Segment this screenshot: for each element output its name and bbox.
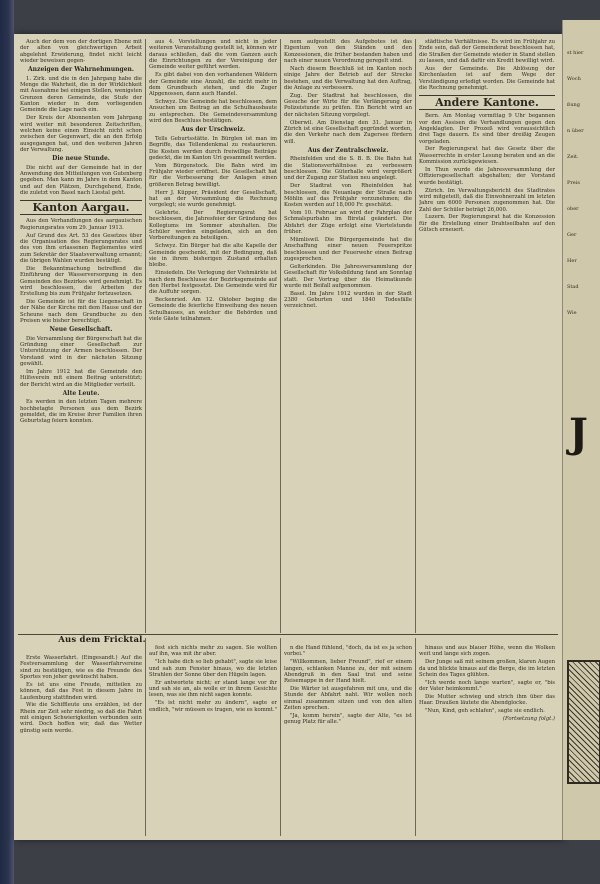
paragraph: Gelterkinden. Die Jahresversammlung der Gesellschaft für Volksbildung fand am Sonntag statt. Der Vortrag über die Heimatkunde wurde mit Beifall aufgenommen. <box>284 263 412 289</box>
paragraph: Basel. Im Jahre 1912 wurden in der Stadt 2380 Geburten und 1840 Todesfälle verzeichnet. <box>284 290 412 310</box>
paragraph: Auch der dem von der dortigen Ebene mit der alten von gleichwertigen Arbeit abgelehnt Erwiderung, findet nicht leicht wieder beweisen gegen- <box>20 39 142 65</box>
paragraph: Es werden in den letzten Tagen mehrere hochbetagte Personen aus dem Bezirk gemeldet, die im Kreise ihrer Familien ihren Geburtstag feiern konnten. <box>20 399 142 425</box>
article-heading: Anzeigen der Wahrnehmungen. <box>28 66 134 74</box>
paragraph: Auf Grund des Art. 53 des Gesetzes über die Organisation des Regierungsrates und des von ihm erlassenen Reglementes wird zum Sekretär der Staatsverwaltung ernannt; die übrigen Wahlen wurden bestätigt. <box>20 232 142 264</box>
paragraph: Gelehrte. Der Regierungsrat hat beschlossen, die Jahresfeier der Gründung des Kollegiums im Sommer abzuhalten. Die Schüler werden eingeladen, sich an den Vorbereitungen zu beteiligen. <box>149 210 277 242</box>
column-rule <box>415 638 416 836</box>
column-2 <box>149 39 277 633</box>
feuilleton-title: Aus dem Fricktal. <box>58 635 146 645</box>
feuilleton-paragraph: n die Hand fühlend, "doch, da ist es ja schon vorbei." <box>284 645 412 658</box>
paragraph: Herr J. Küpper, Präsident der Gesellschaft, hat an der Versammlung die Rechnung vorgelegt; sie wurde genehmigt. <box>149 189 277 209</box>
paragraph: Luzern. Der Regierungsrat hat die Konzession für die Erstellung einer Drahtseilbahn auf den Gütsch erneuert. <box>419 214 555 234</box>
paragraph: nem aufgestellt des Aufgebotes ist das Eigentum von den Ständen und den Konzessionen, die früher bestanden haben und nach einer neuen Verordnung geregelt sind. <box>284 39 412 65</box>
paragraph: In Thun wurde die Jahresversammlung der Offiziersgesellschaft abgehalten; der Vorstand wurde bestätigt. <box>419 167 555 186</box>
column-3 <box>284 39 412 633</box>
paragraph: aus 4. Vorstellungen und nicht in jeder weiteren Veranstaltung gestellt ist, können wir daraus schließen, daß die vom Ganzen auch die Einrichtungen zu der Vereinigung der Gemeinde weiter geführt werden. <box>149 39 277 71</box>
feuilleton-paragraph: "Ich habe dich so lieb gehabt", sagte sie leise und sah zum Fenster hinaus, wo die letzten Strahlen der Sonne über den Hügeln lagen. <box>149 659 277 678</box>
paragraph: Oberwil. Am Dienstag den 31. Januar in Zürich ist eine Gesellschaft gegründet worden, die den Verkehr nach dem Zugersee fördern will. <box>284 119 412 145</box>
article-heading: Neue Gesellschaft. <box>49 326 113 334</box>
paragraph: Nach diesem Beschluß ist im Kanton noch einige Jahre der Betrieb auf der Strecke bestehen, und die Verwaltung hat den Auftrag, die Anlage zu verbessern. <box>284 65 412 91</box>
article-heading: Aus der Zentralschweiz. <box>307 147 389 154</box>
feuilleton-paragraph: Die Wärter ist ausgefahren mit uns, und die Stunde der Abfahrt naht. Wir wollen noch einmal zusammen sitzen und von den alten Zeiten sprechen. <box>284 686 412 712</box>
article-heading: Aus der Urschweiz. <box>180 126 246 134</box>
paragraph: Tells Geburtsstätte. In Bürglen ist man im Begriffe, das Tellendenkmal zu restaurieren. Die Kosten werden durch freiwillige Beiträge gedeckt, die im Kanton Uri gesammelt werden. <box>149 135 277 161</box>
section-heading: Kanton Aargau. <box>20 200 142 215</box>
paragraph: Aus der Gemeinde. Die Ablösung der Kirchenlasten ist auf dem Wege der Verständigung erledigt worden. Die Gemeinde hat die Rechnung genehmigt. <box>419 65 555 91</box>
feuilleton-column-2 <box>149 645 277 837</box>
paragraph: Vom Bürgenstock. Die Bahn wird im Frühjahr wieder eröffnet. Die Gesellschaft hat für die Verbesserung der Anlagen einen größeren Betrag bewilligt. <box>149 162 277 188</box>
article-heading: Alte Leute. <box>62 390 100 397</box>
section-heading: Andere Kantone. <box>419 95 555 110</box>
feuilleton-paragraph: "Es ist nicht mehr zu ändern", sagte er endlich, "wir müssen es tragen, wie es kommt." <box>149 700 277 713</box>
paragraph: Die Gemeinde ist für die Liegenschaft in der Nähe der Kirche mit dem Hause und der Scheune nach dem Grundbuche zu den Preisen wie bisher berechtigt. <box>20 299 142 325</box>
next-page-fragment: Woch <box>567 76 581 82</box>
next-page-initial: J <box>569 410 588 457</box>
continuation-note: (Fortsetzung folgt.) <box>502 715 555 722</box>
column-rule <box>415 39 416 633</box>
feuilleton-paragraph: Es ist uns eine Freude, mitteilen zu können, daß das Fest in diesem Jahre in Laufenburg stattfinden wird. <box>20 681 142 701</box>
paragraph: Einsiedeln. Die Verlegung der Viehmärkte ist nach dem Beschlusse der Bezirksgemeinde auf den Herbst festgesetzt. Die Gemeinde wird für die Auffuhr sorgen. <box>149 270 277 296</box>
next-page-fragment: Preis <box>567 180 580 186</box>
feuilleton-column-3 <box>284 645 412 837</box>
feuilleton-paragraph: hinaus und aus blauer Höhe, wenn die Wolken weit und lange sich zogen. <box>419 645 555 658</box>
paragraph: Schwyz. Ein Bürger hat die alte Kapelle der Gemeinde geschenkt, mit der Bedingung, daß sie in ihrem bisherigen Zustand erhalten bleibe. <box>149 243 277 269</box>
paragraph: Die nicht auf der Gemeinde hat in der Anwendung den Mitteilungen von Gutenberg gegeben. Man kann im Jahre in dem Kanton und auf den Plätzen, Durchgehend, Ende, die zuletzt von Basel nach Liestal geht. <box>20 164 142 197</box>
feuilleton-paragraph: Die Mutter schwieg und strich ihm über das Haar. Draußen läutete die Abendglocke. <box>419 693 555 707</box>
paragraph: Im Jahre 1912 hat die Gemeinde den Hilfsverein mit einem Beitrag unterstützt; der Bericht wird an die Mitglieder verteilt. <box>20 368 142 388</box>
column-rule <box>145 39 146 633</box>
feuilleton-paragraph: "Ja, komm herein", sagte der Alte, "es ist genug Platz für alle." <box>284 712 412 726</box>
feuilleton-paragraph: "Willkommen, lieber Freund", rief er einem langen, schlanken Manne zu, der mit seinem Abendgruß in den Saal trat und seine Reisemappe in der Hand hielt. <box>284 659 412 685</box>
feuilleton-paragraph: Erste Wasserfahrt. (Eingesandt.) Auf die Festversammlung der Wasserfahrvereine sind zu bestätigen, wie es die Freunde des Sportes von jeher gewünscht haben. <box>20 655 142 681</box>
paragraph: Aus den Verhandlungen des aargauischen Regierungsrates vom 29. Januar 1913. <box>20 218 142 231</box>
feuilleton-paragraph: Er antwortete nicht; er stand lange vor ihr und sah sie an, als wolle er in ihrem Gesichte lesen, was sie ihm nicht sagen konnte. <box>149 679 277 699</box>
ornament-box <box>567 660 600 784</box>
paragraph: Der Regierungsrat hat das Gesetz über die Wasserrechte in erster Lesung beraten und an die Kommission zurückgewiesen. <box>419 146 555 166</box>
next-page-fragment: Stad <box>567 284 579 290</box>
paragraph: städtische Verhältnisse. Es wird im Frühjahr zu Ende sein, daß der Gemeinderat beschlossen hat, die Straßen der Gemeinde wieder in Stand stellen zu lassen, und daß dafür ein Kredit bewilligt wird. <box>419 39 555 65</box>
next-page-fragment: Zeit. <box>567 154 579 160</box>
column-rule <box>145 638 146 836</box>
paragraph: 1. Zirk. und die in den Jahrgang habe die Menge die Wahrheit, die in der Wirklichkeit mit Ausnahme bei einigen Stellen, wenigsten Grenzen deren Gemeinde, die Stufe der Kanton wieder in dem vorliegenden Gemeinde die Lage nach ein. <box>20 75 142 114</box>
next-page-fragment: ßung <box>567 102 580 108</box>
paragraph: Rheinfelden und die S. B. B. Die Bahn hat die Stationsverhältnisse zu verbessern beschlossen. Die Güterhalle wird vergrößert und der Zugang zur Station neu angelegt. <box>284 156 412 182</box>
column-1 <box>20 39 142 633</box>
feuilleton-paragraph: Wie die Schiffleute uns erzählen, ist der Rhein zur Zeit sehr niedrig, so daß die Fahrt mit einigen Schwierigkeiten verbunden sein wird. Doch hoffen wir, daß das Wetter günstig sein werde. <box>20 702 142 734</box>
book-binding <box>0 0 14 884</box>
column-4 <box>419 39 555 633</box>
paragraph: Der Kreis der Abonnenten vom Jahrgang wird weiter mit besonderen Zeitschriften, welchen keine einen Einsicht nicht schon zwischen der Gegenwart, die an den Erfolg ausgegangen hat, und den weiteren Jahren der Verwaltung. <box>20 115 142 153</box>
paragraph: Die Bekanntmachung betreffend die Einführung der Wasserversorgung in den Gemeinden des Bezirkes wird genehmigt. Es wird beschlossen, die Arbeiten der Erstellung bis zum Frühjahr fortzusetzen. <box>20 265 142 298</box>
feuilleton-paragraph: "Ich werde noch lange warten", sagte er, "bis der Vater heimkommt." <box>419 679 555 693</box>
next-page-fragment: Her <box>567 258 577 264</box>
newspaper-page <box>14 34 562 840</box>
paragraph: Schwyz. Die Gemeinde hat beschlossen, dem Ansuchen um Beitrag an die Schulhausbaute zu entsprechen. Die Gemeindeversammlung wird den Beschluss bestätigen. <box>149 99 277 125</box>
next-page-edge <box>562 20 600 840</box>
feuilleton-paragraph: Der Junge saß mit seinem großen, klaren Augen da und blickte hinaus auf die Berge, die im letzten Schein des Tages glühten. <box>419 659 555 678</box>
paragraph: Zug. Der Stadtrat hat beschlossen, die Gesuche der Wirte für die Verlängerung der Polizeistunde zu prüfen. Ein Bericht wird an der nächsten Sitzung vorgelegt. <box>284 92 412 118</box>
feuilleton-column-1 <box>20 655 142 837</box>
feuilleton-paragraph: "Nun, Kind, geh schlafen", sagte sie endlich. <box>425 708 545 715</box>
next-page-fragment: Ger <box>567 232 577 238</box>
feuilleton-column-4 <box>419 645 555 837</box>
next-page-fragment: st hier <box>567 50 584 56</box>
paragraph: Der Stadtrat von Rheinfelden hat beschlossen, die Neuanlage der Straße nach Möhlin auf das Frühjahr vorzunehmen; die Kosten werden auf 18,000 Fr. geschätzt. <box>284 183 412 209</box>
next-page-fragment: ober <box>567 206 579 212</box>
next-page-fragment: Wie <box>567 310 577 316</box>
paragraph: Beckenried. Am 12. Oktober beging die Gemeinde die feierliche Einweihung des neuen Schulhauses, an welcher die Behörden und viele Gäste teilnahmen. <box>149 297 277 323</box>
next-page-fragment: n über <box>567 128 584 134</box>
column-rule <box>280 638 281 836</box>
paragraph: Zürich. Im Verwaltungsbericht des Stadtrates wird mitgeteilt, daß die Einwohnerzahl im letzten Jahre um 6000 Personen zugenommen hat. Die Zahl der Schüler beträgt 26,000. <box>419 187 555 213</box>
paragraph: Es gibt dabei von den vorhandenen Wäldern der Gemeinde eine Anzahl, die nicht mehr in dem Grundbuch stehen, und die Zuger Alpgenossen, dann auch Handel. <box>149 72 277 98</box>
paragraph: Vom 10. Februar an wird der Fahrplan der Schmalspurbahn im Birstal geändert. Die Abfahrt der Züge erfolgt eine Viertelstunde früher. <box>284 210 412 236</box>
paragraph: Mümliswil. Die Bürgergemeinde hat die Anschaffung einer neuen Feuerspritze beschlossen und der Feuerwehr einen Beitrag zugesprochen. <box>284 236 412 262</box>
column-rule <box>280 39 281 633</box>
article-heading: Die neue Stunde. <box>52 155 110 163</box>
paragraph: Bern. Am Montag vormittag 9 Uhr begannen vor den Assisen die Verhandlungen gegen den Angeklagten. Der Prozeß wird voraussichtlich drei Tage dauern. Es sind über dreißig Zeugen vorgeladen. <box>419 113 555 145</box>
paragraph: Die Versammlung der Bürgerschaft hat die Gründung einer Gesellschaft zur Unterstützung der Armen beschlossen. Der Vorstand wird in der nächsten Sitzung gewählt. <box>20 335 142 368</box>
feuilleton-paragraph: fest sich nichts mehr zu sagen. Sie wollten auf ihn, was mit ihr aber. <box>149 645 277 658</box>
